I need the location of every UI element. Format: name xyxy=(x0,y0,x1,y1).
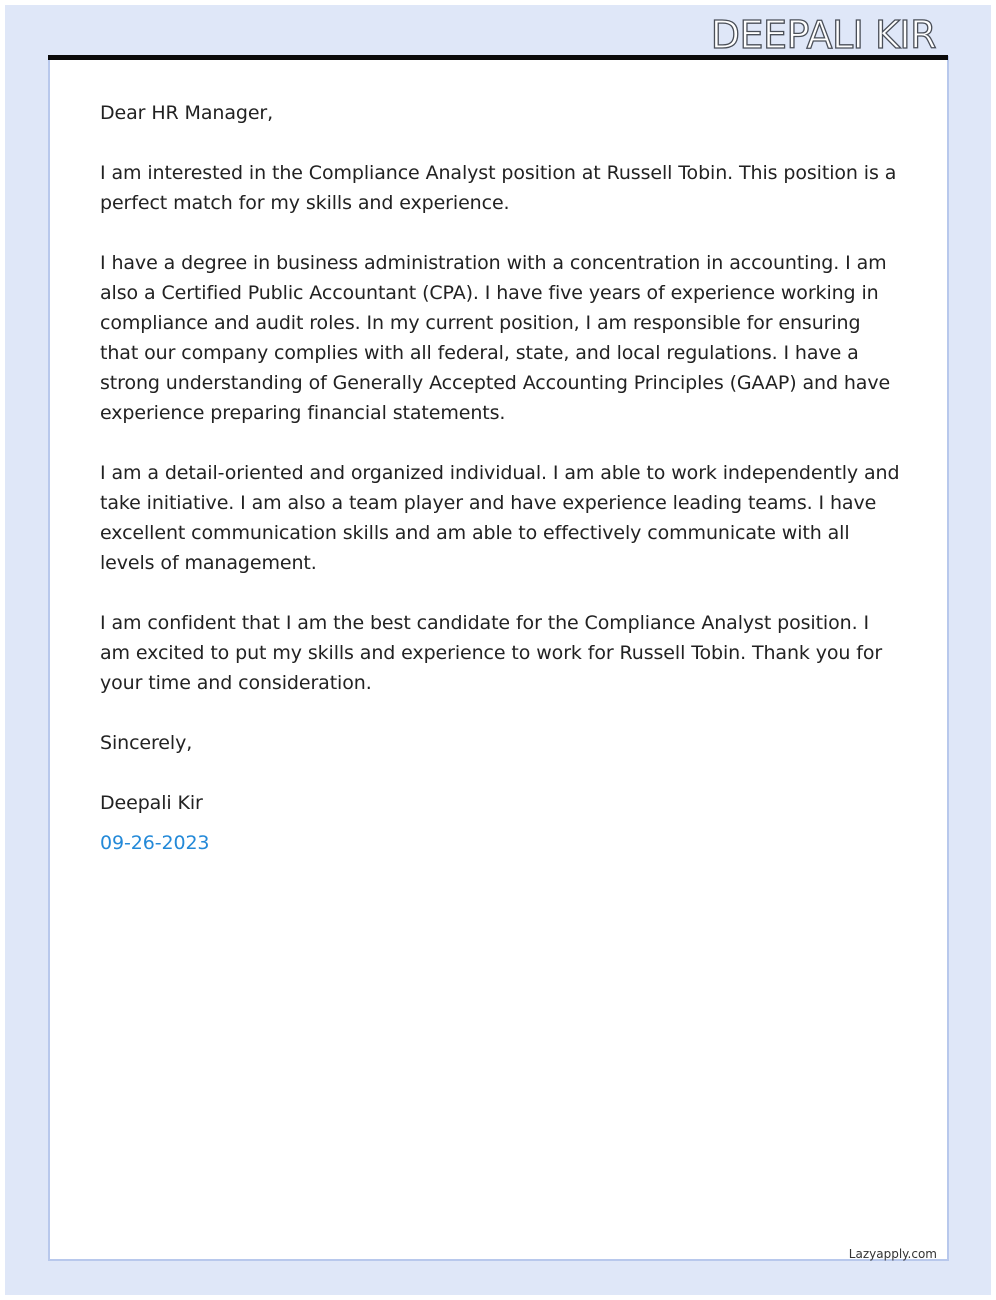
paragraph-intro: I am interested in the Compliance Analyst position at Russell Tobin. This position is a perfect match for my skills and experience. xyxy=(100,162,897,214)
paragraph-conclusion: I am confident that I am the best candidate for the Compliance Analyst position. I am excited to put my skills and experience to work for Russell Tobin. Thank you for your time and consideration. xyxy=(100,612,883,694)
paragraph-personal-traits: I am a detail-oriented and organized individual. I am able to work independently and take initiative. I am also a team player and have experience leading teams. I have excellent communication skills and am able to effectively communicate with all levels of management. xyxy=(100,462,900,574)
cover-letter-body xyxy=(100,98,900,858)
header-name: DEEPALI KIR xyxy=(710,13,936,57)
paragraph-qualifications: I have a degree in business administration with a concentration in accounting. I am also a Certified Public Accountant (CPA). I have five years of experience working in compliance and audit roles. In my current position, I am responsible for ensuring that our company complies with all federal, state, and local regulations. I have a strong understanding of Generally Accepted Accounting Principles (GAAP) and have experience preparing financial statements. xyxy=(100,252,891,424)
closing: Sincerely, xyxy=(100,732,193,754)
footer-credit: Lazyapply.com xyxy=(848,1247,937,1261)
signature: Deepali Kir xyxy=(100,792,203,814)
salutation: Dear HR Manager, xyxy=(100,102,274,124)
letter-date: 09-26-2023 xyxy=(100,832,210,854)
